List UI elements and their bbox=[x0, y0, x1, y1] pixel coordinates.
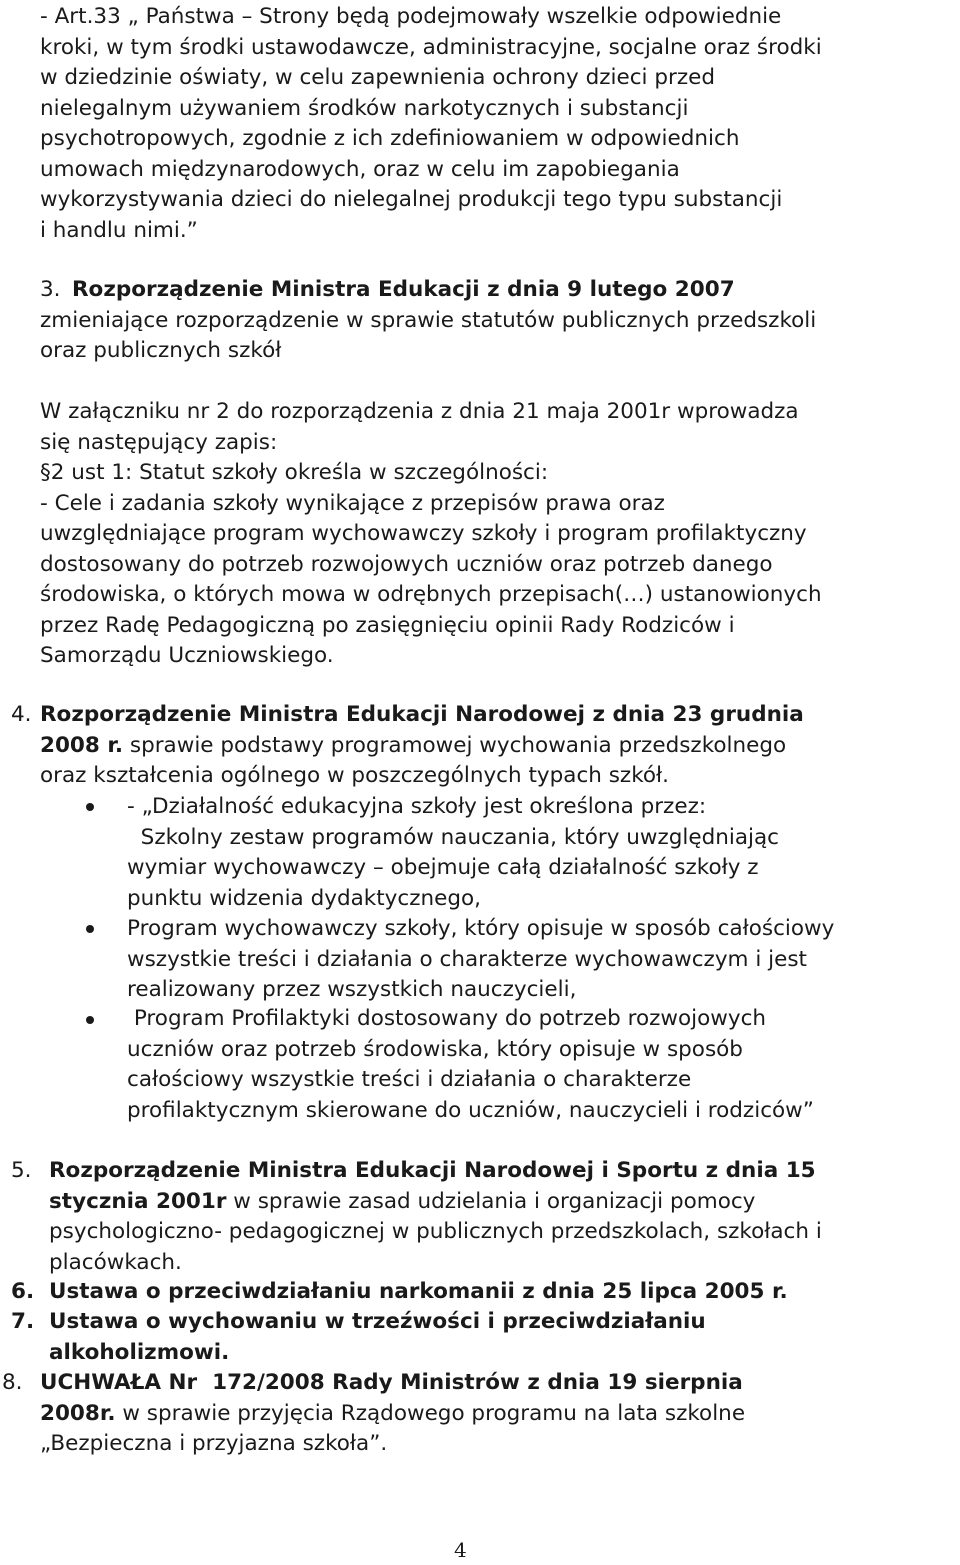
item3-body-line: - Cele i zadania szkoły wynikające z przepisów prawa oraz bbox=[40, 490, 665, 516]
item4-bullet-2 bbox=[127, 914, 947, 1006]
bullet-line: wymiar wychowawczy – obejmuje całą działalność szkoły z bbox=[127, 855, 759, 880]
item4-bullet-3 bbox=[127, 1004, 947, 1126]
art33-line: kroki, w tym środki ustawodawcze, administracyjne, socjalne oraz środki bbox=[40, 34, 822, 60]
item6-section bbox=[49, 1277, 949, 1308]
item3-body-line: się następujący zapis: bbox=[40, 429, 278, 455]
item3-body-line: dostosowany do potrzeb rozwojowych uczniów oraz potrzeb danego bbox=[40, 551, 773, 577]
item5-number: 5. bbox=[11, 1158, 32, 1183]
item4-section bbox=[40, 700, 945, 792]
item8-title-date: 2008r. bbox=[40, 1400, 116, 1426]
item3-title: Rozporządzenie Ministra Edukacji z dnia 9 lutego 2007 bbox=[72, 277, 735, 302]
item7-title: Ustawa o wychowaniu w trzeźwości i przeciwdziałaniu bbox=[49, 1309, 706, 1334]
bullet-icon bbox=[86, 925, 94, 933]
item4-bullet-1 bbox=[127, 792, 947, 914]
item6-number: 6. bbox=[11, 1279, 35, 1304]
item5-section bbox=[49, 1156, 949, 1278]
art33-line: - Art.33 „ Państwa – Strony będą podejmowały wszelkie odpowiednie bbox=[40, 4, 782, 29]
item7-number: 7. bbox=[11, 1309, 35, 1334]
bullet-icon bbox=[86, 1016, 94, 1024]
item5-title: Rozporządzenie Ministra Edukacji Narodowej i Sportu z dnia 15 bbox=[49, 1158, 816, 1183]
item8-number: 8. bbox=[2, 1370, 23, 1395]
art33-line: psychotropowych, zgodnie z ich zdefiniowaniem w odpowiednich bbox=[40, 126, 740, 151]
bullet-line: Szkolny zestaw programów nauczania, który uwzględniając bbox=[127, 824, 780, 850]
item5-line4: placówkach. bbox=[49, 1249, 182, 1275]
bullet-icon bbox=[86, 803, 94, 811]
item4-line3: oraz kształcenia ogólnego w poszczególnych typach szkół. bbox=[40, 763, 669, 788]
item3-body-line: §2 ust 1: Statut szkoły określa w szczególności: bbox=[40, 460, 549, 485]
item4-line2 bbox=[40, 731, 945, 762]
bullet-line: punktu widzenia dydaktycznego, bbox=[127, 885, 481, 911]
item6-title: Ustawa o przeciwdziałaniu narkomanii z dnia 25 lipca 2005 r. bbox=[49, 1279, 788, 1304]
art33-paragraph bbox=[40, 2, 945, 246]
item3-body-line: uwzględniające program wychowawczy szkoły i program profilaktyczny bbox=[40, 521, 807, 546]
art33-line: nielegalnym używaniem środków narkotycznych i substancji bbox=[40, 95, 689, 121]
item4-line2-rest: sprawie podstawy programowej wychowania przedszkolnego bbox=[123, 732, 787, 758]
item4-number: 4. bbox=[11, 702, 32, 727]
bullet-line: realizowany przez wszystkich nauczycieli, bbox=[127, 977, 577, 1002]
bullet-line: Program Profilaktyki dostosowany do potrzeb rozwojowych bbox=[127, 1006, 767, 1031]
bullet-line: uczniów oraz potrzeb środowiska, który opisuje w sposób bbox=[127, 1036, 743, 1062]
art33-line: i handlu nimi.” bbox=[40, 217, 198, 243]
item3-section bbox=[40, 275, 945, 367]
item3-body bbox=[40, 397, 945, 672]
art33-line: wykorzystywania dzieci do nielegalnej produkcji tego typu substancji bbox=[40, 187, 783, 212]
item3-number: 3. bbox=[40, 277, 61, 302]
item7-title-cont: alkoholizmowi. bbox=[49, 1339, 230, 1365]
item8-line2 bbox=[40, 1399, 945, 1430]
bullet-line: całościowy wszystkie treści i działania o charakterze bbox=[127, 1067, 692, 1092]
bullet-line: - „Działalność edukacyjna szkoły jest określona przez: bbox=[127, 794, 707, 819]
item8-line2-rest: w sprawie przyjęcia Rządowego programu na lata szkolne bbox=[115, 1400, 746, 1426]
item3-body-line: przez Radę Pedagogiczną po zasięgnięciu opinii Rady Rodziców i bbox=[40, 612, 735, 638]
art33-line: umowach międzynarodowych, oraz w celu im zapobiegania bbox=[40, 156, 680, 182]
item7-section bbox=[49, 1307, 949, 1368]
item3-subtitle-line: zmieniające rozporządzenie w sprawie statutów publicznych przedszkoli bbox=[40, 307, 817, 333]
item3-body-line: Samorządu Uczniowskiego. bbox=[40, 643, 334, 668]
item5-line2-rest: w sprawie zasad udzielania i organizacji pomocy bbox=[226, 1188, 756, 1214]
bullet-line: profilaktycznym skierowane do uczniów, nauczycieli i rodziców” bbox=[127, 1097, 814, 1123]
item3-body-line: środowiska, o których mowa w odrębnych przepisach(…) ustanowionych bbox=[40, 582, 822, 607]
item4-title: Rozporządzenie Ministra Edukacji Narodowej z dnia 23 grudnia bbox=[40, 702, 804, 727]
item5-line3: psychologiczno- pedagogicznej w publicznych przedszkolach, szkołach i bbox=[49, 1219, 822, 1244]
bullet-line: Program wychowawczy szkoły, który opisuje w sposób całościowy bbox=[127, 916, 835, 941]
item3-body-line: W załączniku nr 2 do rozporządzenia z dnia 21 maja 2001r wprowadza bbox=[40, 399, 799, 424]
item4-title-date: 2008 r. bbox=[40, 732, 124, 758]
item8-title: UCHWAŁA Nr 172/2008 Rady Ministrów z dnia 19 sierpnia bbox=[40, 1370, 743, 1395]
art33-line: w dziedzinie oświaty, w celu zapewnienia ochrony dzieci przed bbox=[40, 65, 716, 90]
item5-title-date: stycznia 2001r bbox=[49, 1188, 227, 1214]
page-number: 4 bbox=[454, 1538, 467, 1562]
item8-section bbox=[40, 1368, 945, 1460]
bullet-line: wszystkie treści i działania o charakterze wychowawczym i jest bbox=[127, 946, 807, 972]
item5-line2 bbox=[49, 1187, 949, 1218]
item8-line3: „Bezpieczna i przyjazna szkoła”. bbox=[40, 1431, 388, 1456]
item3-subtitle-line: oraz publicznych szkół bbox=[40, 338, 282, 363]
